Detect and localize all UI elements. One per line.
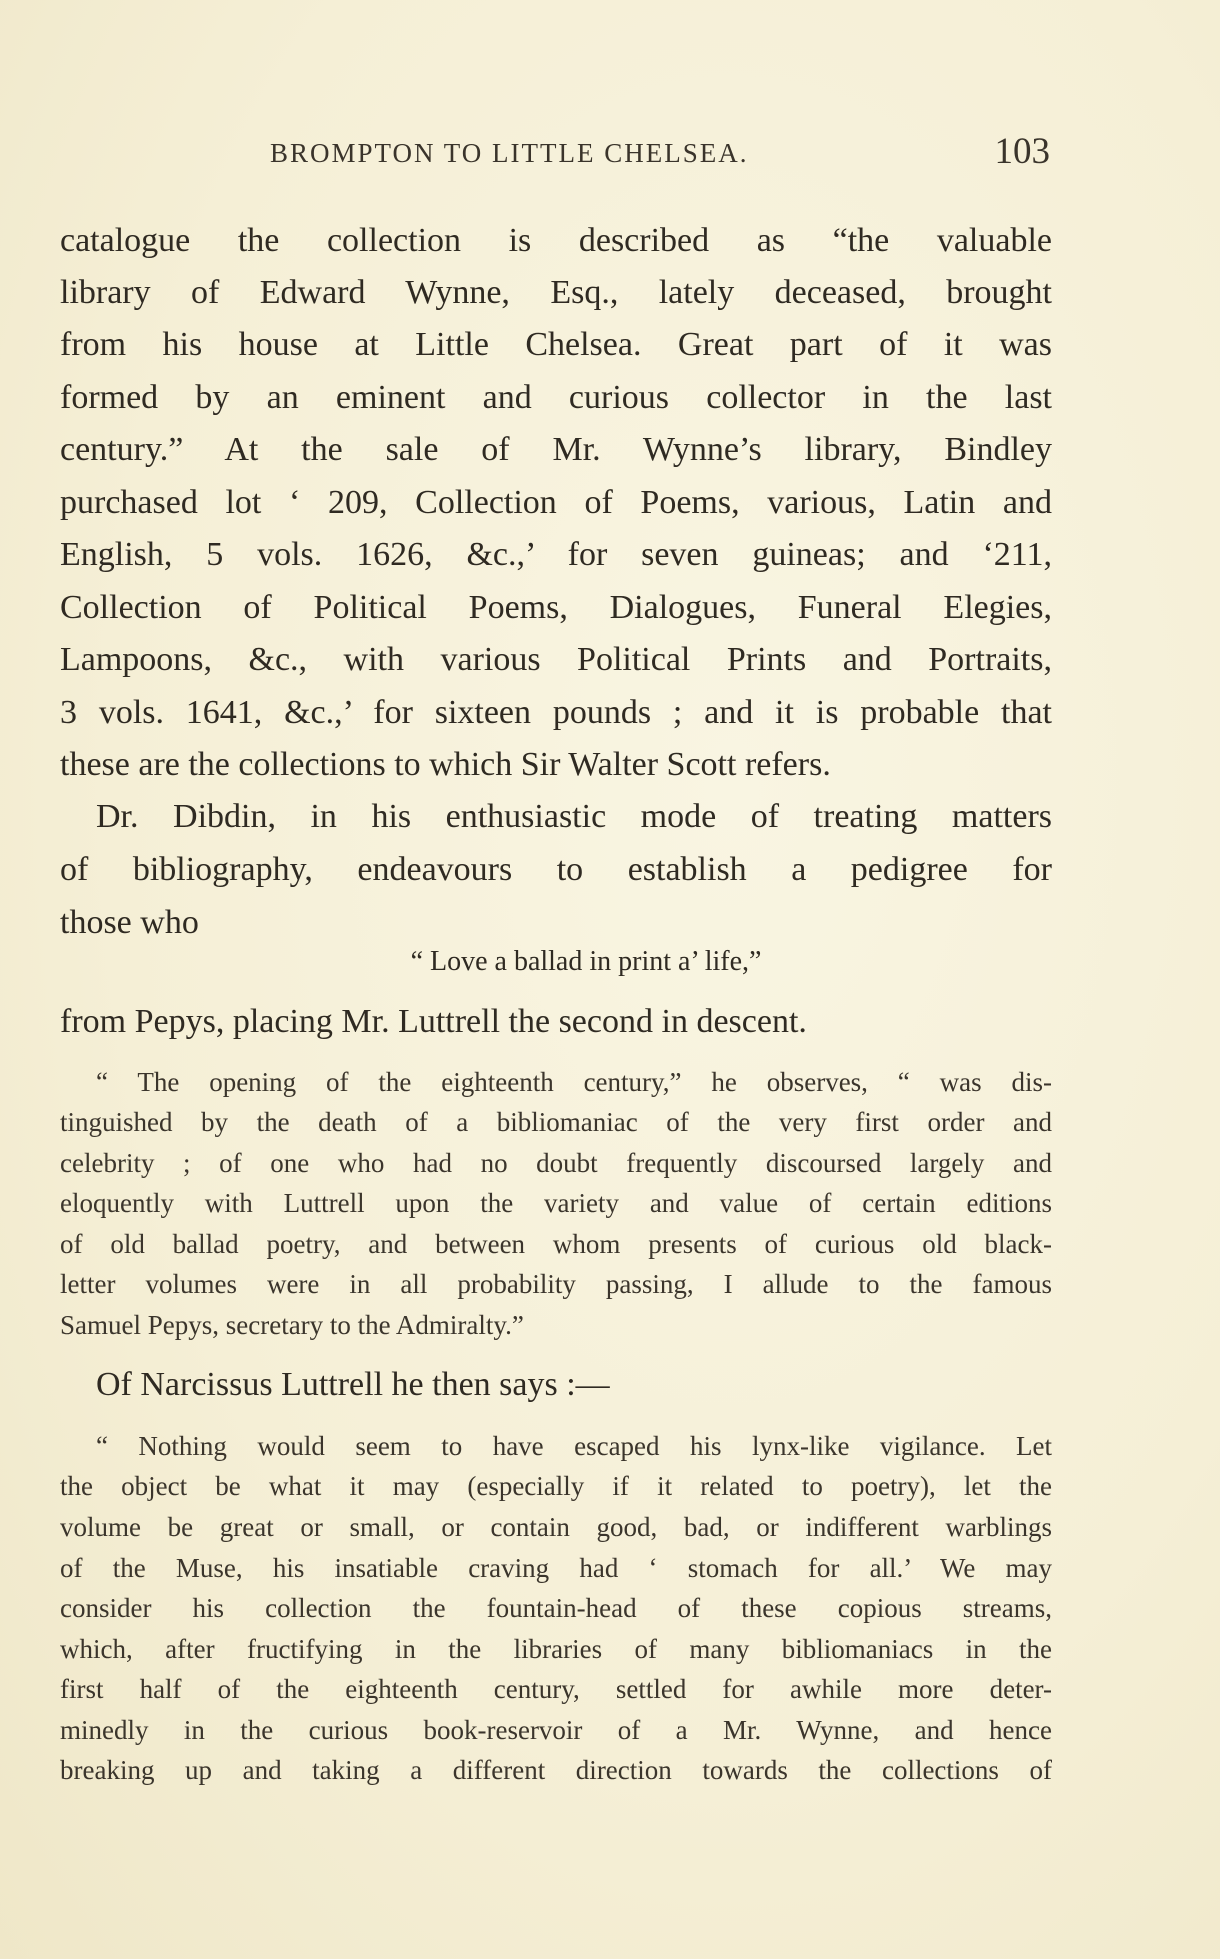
quote-line: breaking up and taking a different direction towards the collections of xyxy=(60,1755,1052,1785)
text-line: Collection of Political Poems, Dialogues, Funeral Elegies, xyxy=(60,589,1052,626)
page-number: 103 xyxy=(994,131,1050,172)
verse-line: “ Love a ballad in print a’ life,” xyxy=(410,946,762,977)
quote-line: letter volumes were in all probability passing, I allude to the famous xyxy=(60,1269,1052,1299)
text-line: 3 vols. 1641, &c.,’ for sixteen pounds ; and it is probable that xyxy=(60,694,1052,731)
text-line: Lampoons, &c., with various Political Prints and Portraits, xyxy=(60,641,1052,678)
text-line: from Pepys, placing Mr. Luttrell the second in descent. xyxy=(60,1003,807,1040)
text-line: purchased lot ‘ 209, Collection of Poems, various, Latin and xyxy=(60,484,1052,521)
running-title: BROMPTON TO LITTLE CHELSEA. xyxy=(270,138,749,168)
quote-line: which, after fructifying in the libraries of many bibliomaniacs in the xyxy=(60,1634,1052,1664)
text-line: century.” At the sale of Mr. Wynne’s library, Bindley xyxy=(60,431,1052,468)
text-line: Of Narcissus Luttrell he then says :— xyxy=(96,1366,610,1403)
text-line: these are the collections to which Sir Walter Scott refers. xyxy=(60,746,831,783)
text-line: formed by an eminent and curious collector in the last xyxy=(60,379,1052,416)
text-line: of bibliography, endeavours to establish a pedigree for xyxy=(60,851,1052,888)
quote-line: “ The opening of the eighteenth century,” he observes, “ was dis- xyxy=(96,1067,1052,1097)
text-line: library of Edward Wynne, Esq., lately deceased, brought xyxy=(60,274,1052,311)
quote-line: tinguished by the death of a bibliomaniac of the very first order and xyxy=(60,1107,1052,1137)
quote-line: the object be what it may (especially if it related to poetry), let the xyxy=(60,1471,1052,1501)
text-line: those who xyxy=(60,904,199,941)
quote-line: of old ballad poetry, and between whom presents of curious old black- xyxy=(60,1229,1052,1259)
text-line: from his house at Little Chelsea. Great part of it was xyxy=(60,326,1052,363)
quote-line: “ Nothing would seem to have escaped his lynx-like vigilance. Let xyxy=(96,1431,1052,1461)
quote-line: consider his collection the fountain-head of these copious streams, xyxy=(60,1593,1052,1623)
quote-line: minedly in the curious book-reservoir of a Mr. Wynne, and hence xyxy=(60,1715,1052,1745)
text-line: English, 5 vols. 1626, &c.,’ for seven guineas; and ‘211, xyxy=(60,536,1052,573)
quote-line: celebrity ; of one who had no doubt frequently discoursed largely and xyxy=(60,1148,1052,1178)
running-head xyxy=(60,130,1050,170)
quote-line: volume be great or small, or contain good, bad, or indifferent warblings xyxy=(60,1512,1052,1542)
quote-line: of the Muse, his insatiable craving had ‘ stomach for all.’ We may xyxy=(60,1553,1052,1583)
quote-line: first half of the eighteenth century, settled for awhile more deter- xyxy=(60,1674,1052,1704)
text-line: catalogue the collection is described as “the valuable xyxy=(60,222,1052,259)
quote-line: Samuel Pepys, secretary to the Admiralty.” xyxy=(60,1310,524,1340)
quote-line: eloquently with Luttrell upon the variety and value of certain editions xyxy=(60,1188,1052,1218)
text-line: Dr. Dibdin, in his enthusiastic mode of treating matters xyxy=(96,798,1052,835)
